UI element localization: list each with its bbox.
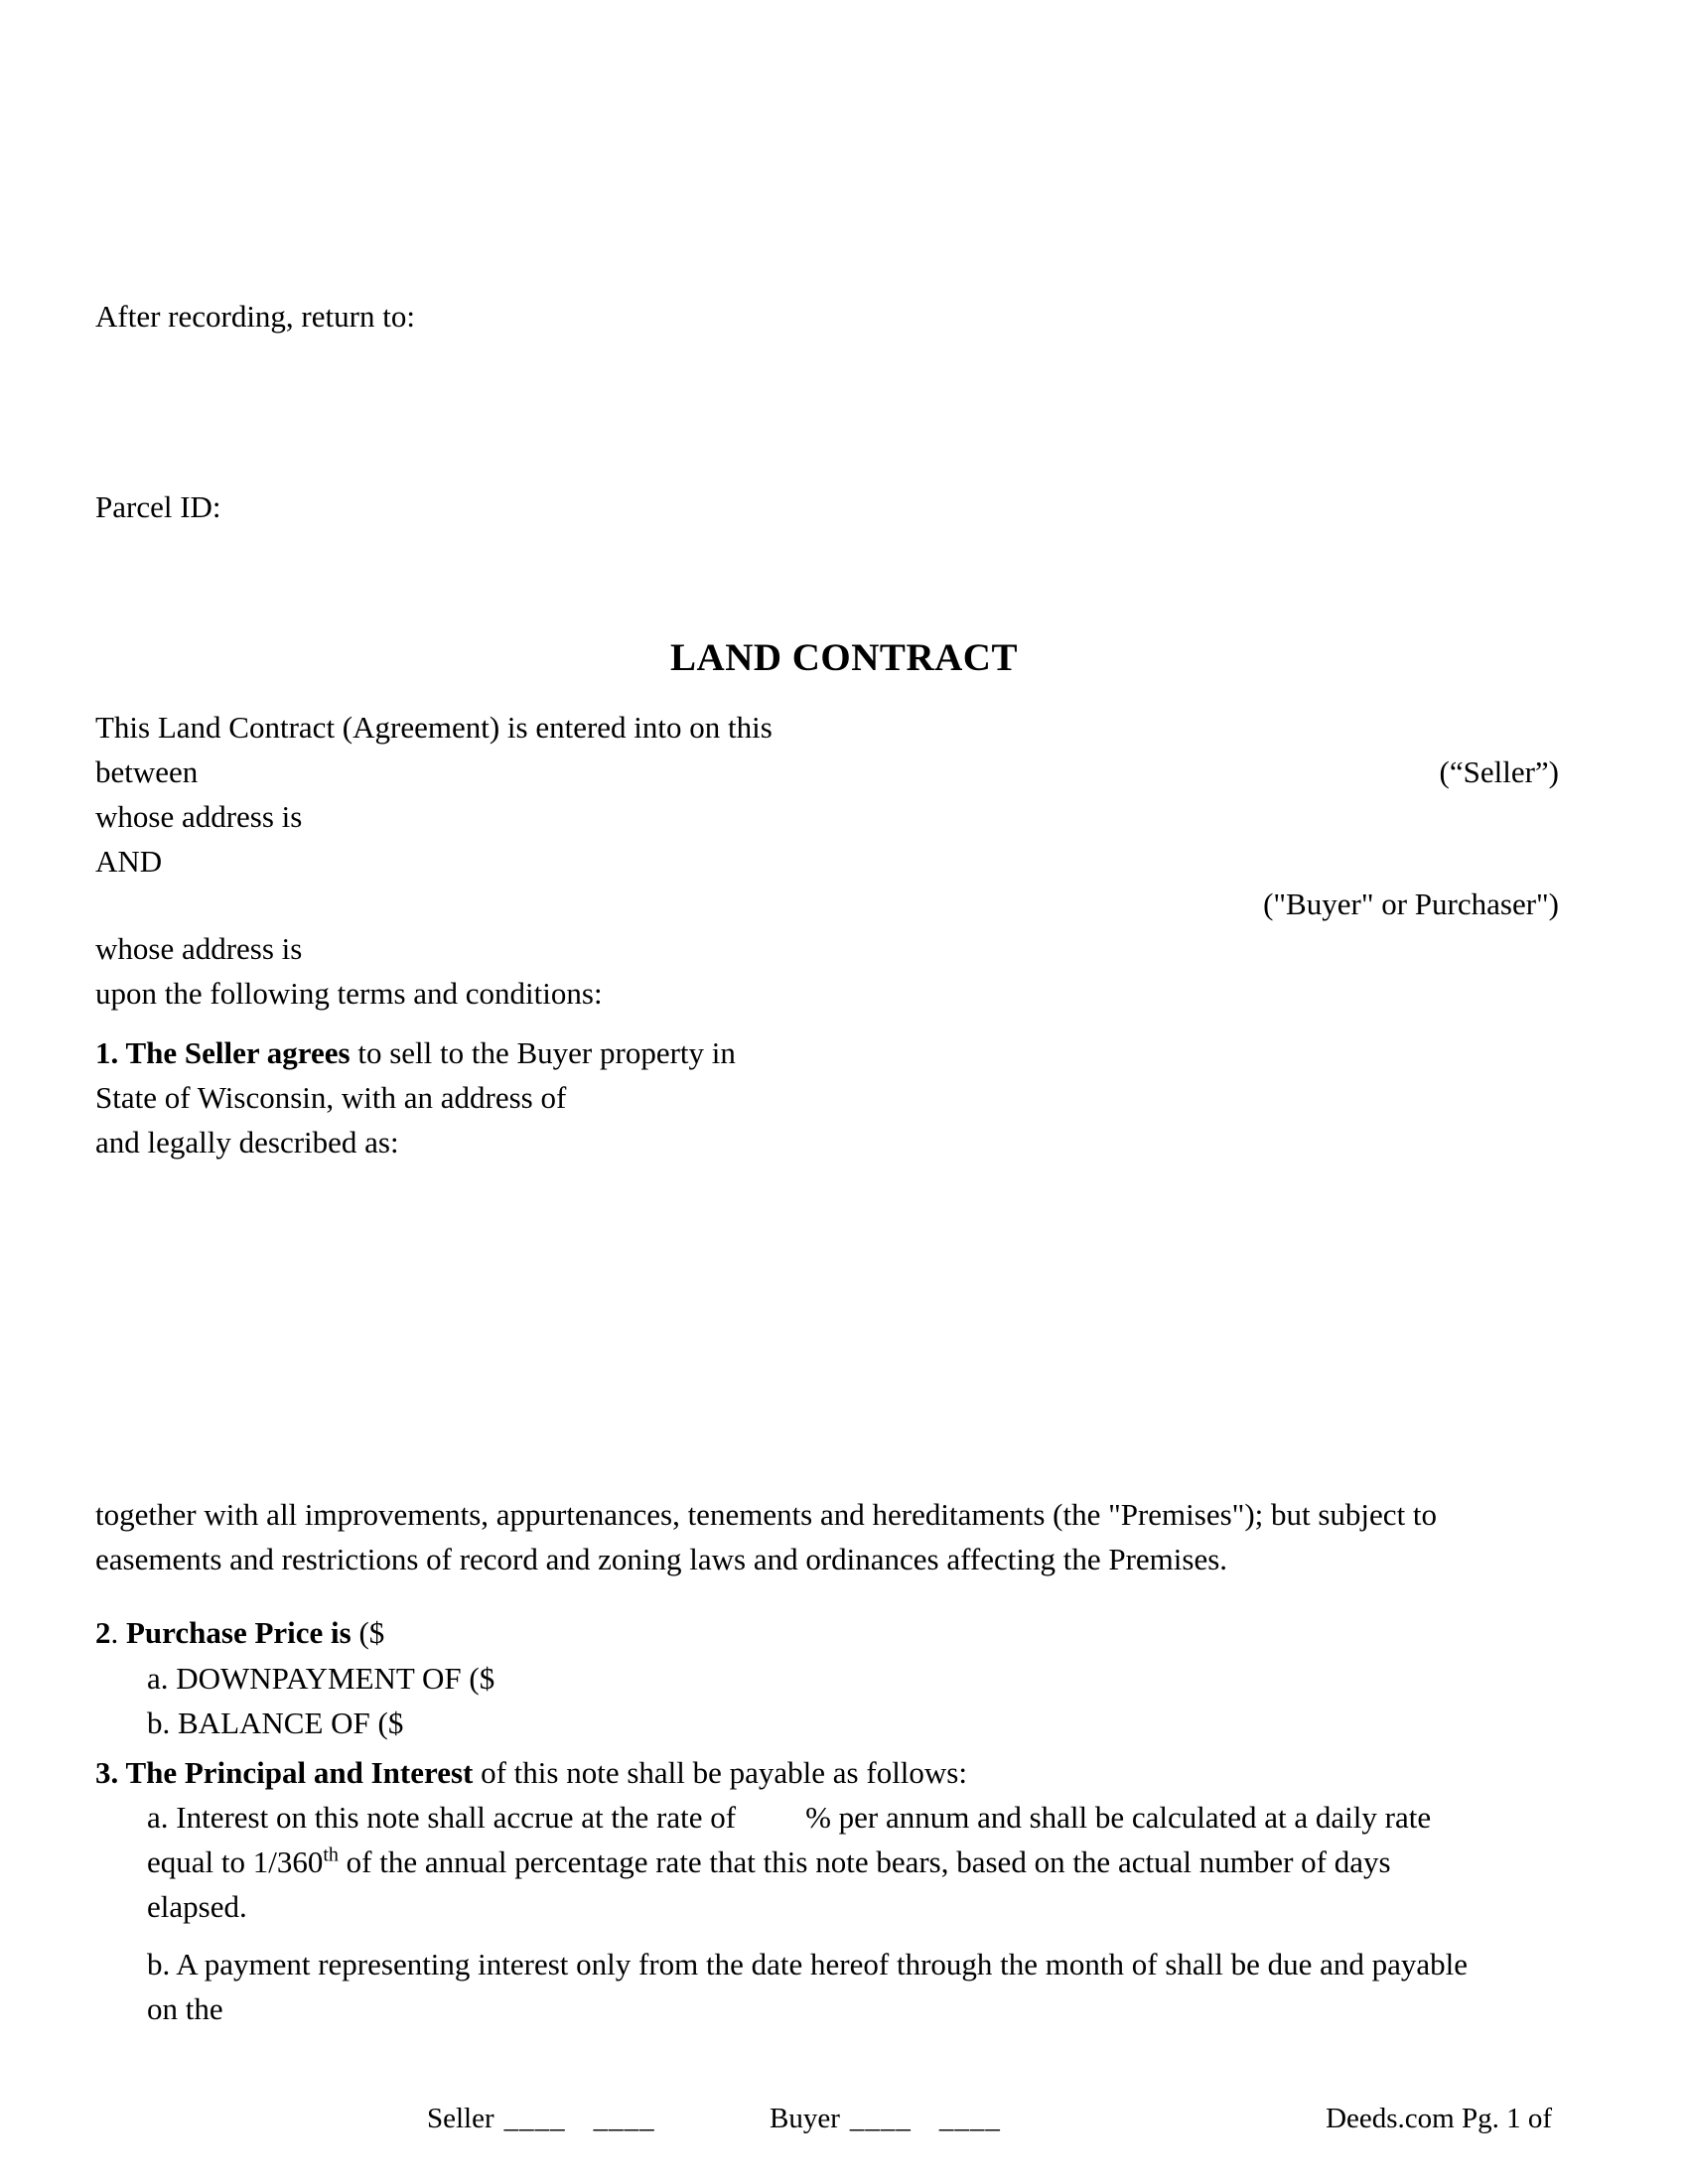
intro-line-1: This Land Contract (Agreement) is entered into on this: [95, 710, 773, 745]
legal-description-blank-area: [95, 1171, 1555, 1479]
and-label: AND: [95, 844, 163, 879]
terms-lead-in: upon the following terms and conditions:: [95, 976, 603, 1011]
section-3-item-b-line-1: b. A payment representing interest only from the date hereof through the month of shall be due and payable: [147, 1947, 1469, 1981]
section-1-lead: [95, 1030, 736, 1075]
recording-return-label: After recording, return to:: [95, 299, 415, 334]
section-2-lead: [95, 1610, 384, 1655]
seller-tag: (“Seller”): [1439, 754, 1559, 789]
section-3-lead: [95, 1750, 967, 1795]
item-a-rate-text-after: % per annum and shall be calculated at a daily rate: [805, 1800, 1432, 1835]
premises-clause-line-2: easements and restrictions of record and zoning laws and ordinances affecting the Premises.: [95, 1542, 1228, 1576]
buyer-initial-blank-2: ____: [938, 2103, 1001, 2134]
seller-initial-blank-1: ____: [503, 2103, 566, 2134]
section-3-lead-rest: of this note shall be payable as follows:: [473, 1755, 967, 1790]
footer-buyer-initials: [770, 2099, 1001, 2138]
section-3-item-a-line-1: [147, 1795, 1431, 1840]
footer-seller-initials: [427, 2099, 655, 2138]
section-3-heading: 3. The Principal and Interest: [95, 1755, 474, 1790]
section-3-item-a-line-2: [147, 1840, 1391, 1884]
item-a-fraction-text: equal to 1/360: [147, 1844, 324, 1879]
premises-clause-line-1: together with all improvements, appurtenances, tenements and hereditaments (the "Premises"); but subject to: [95, 1497, 1438, 1532]
section-1-heading: 1. The Seller agrees: [95, 1035, 351, 1070]
footer-buyer-label: Buyer: [770, 2103, 840, 2134]
section-2-heading: Purchase Price is: [126, 1615, 352, 1650]
buyer-initial-blank-1: ____: [849, 2103, 912, 2134]
section-2-number-sep: .: [110, 1615, 126, 1650]
section-2-item-b: b. BALANCE OF ($: [147, 1706, 404, 1740]
item-a-ordinal-superscript: th: [323, 1843, 339, 1866]
buyer-tag: ("Buyer" or Purchaser"): [1263, 887, 1559, 921]
item-a-fraction-text-after: of the annual percentage rate that this note bears, based on the actual number of days: [338, 1844, 1391, 1879]
page-title: LAND CONTRACT: [670, 636, 1018, 679]
section-2-lead-rest: ($: [351, 1615, 385, 1650]
section-3-item-a-line-3: elapsed.: [147, 1889, 247, 1924]
buyer-address-label: whose address is: [95, 931, 303, 966]
parcel-id-label: Parcel ID:: [95, 489, 221, 524]
section-3-item-b-line-2: on the: [147, 1991, 223, 2026]
section-2-number: 2: [95, 1615, 111, 1650]
seller-address-label: whose address is: [95, 799, 303, 834]
section-1-line-2: State of Wisconsin, with an address of: [95, 1080, 567, 1115]
seller-initial-blank-2: ____: [593, 2103, 655, 2134]
between-label: between: [95, 754, 199, 789]
section-1-line-3: and legally described as:: [95, 1125, 399, 1160]
section-1-lead-rest: to sell to the Buyer property in: [350, 1035, 736, 1070]
footer-page-label: Deeds.com Pg. 1 of: [1326, 2103, 1552, 2134]
section-2-item-a: a. DOWNPAYMENT OF ($: [147, 1661, 495, 1696]
item-a-rate-text: a. Interest on this note shall accrue at the rate of: [147, 1800, 737, 1835]
footer-seller-label: Seller: [427, 2103, 494, 2134]
